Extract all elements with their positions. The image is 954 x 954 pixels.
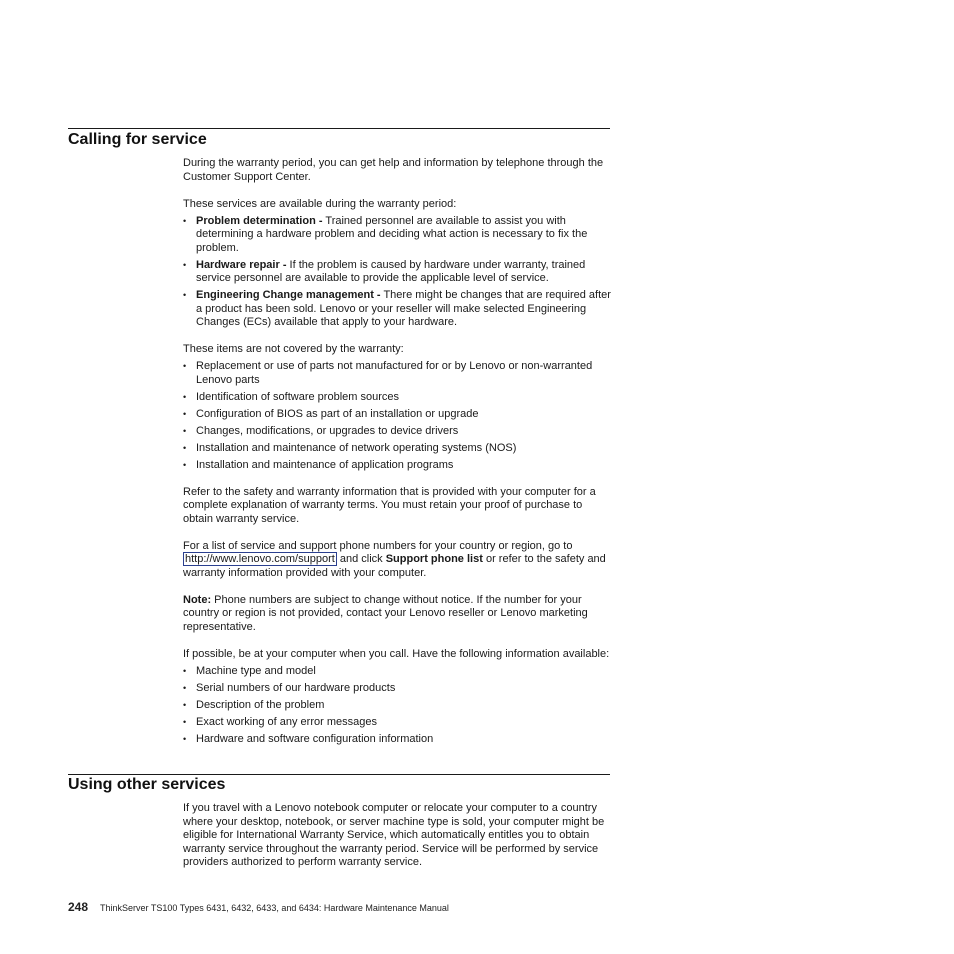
list-item: • Exact working of any error messages	[183, 716, 611, 730]
service-term: Engineering Change management -	[196, 289, 381, 301]
lenovo-support-link[interactable]: http://www.lenovo.com/support	[185, 553, 335, 565]
page-number: 248	[68, 900, 89, 914]
page-footer	[68, 901, 449, 914]
list-item: • Hardware and software configuration information	[183, 733, 611, 747]
list-item: • Description of the problem	[183, 699, 611, 713]
heading-using-other-services: Using other services	[68, 776, 226, 793]
manual-title: ThinkServer TS100 Types 6431, 6432, 6433, and 6434: Hardware Maintenance Manual	[100, 903, 449, 913]
support-phone-list-label: Support phone list	[385, 553, 483, 565]
note-label: Note:	[183, 593, 212, 606]
note-text: Phone numbers are subject to change without notice. If the number for your country or region is not provided, contact your Lenovo reseller or Lenovo marketing representative.	[183, 593, 588, 633]
calling-body	[183, 157, 611, 760]
services-list	[183, 215, 611, 330]
not-covered-intro: These items are not covered by the warranty:	[183, 343, 404, 355]
list-item	[183, 215, 611, 256]
list-item: • Identification of software problem sources	[183, 391, 611, 405]
note-paragraph	[183, 594, 611, 635]
phone-text-mid: and click	[336, 553, 386, 565]
list-item	[183, 289, 611, 330]
section-rule-calling	[68, 128, 610, 129]
possible-paragraph: If possible, be at your computer when you call. Have the following information available:	[183, 647, 610, 660]
other-services-paragraph: If you travel with a Lenovo notebook computer or relocate your computer to a country where your desktop, notebook, or server machine type is sold, your computer might be eligible for International Warranty Service, which automatically entitles you to obtain warranty service throughout the warranty period. Service will be performed by service providers authorized to perform warranty service.	[183, 802, 605, 868]
list-item: • Changes, modifications, or upgrades to device drivers	[183, 425, 611, 439]
list-item: • Serial numbers of our hardware products	[183, 682, 611, 696]
list-item: • Installation and maintenance of application programs	[183, 459, 611, 473]
list-item	[183, 259, 611, 286]
service-text: Trained personnel are available to assist you with determining a hardware problem and deciding what action is necessary to fix the problem.	[196, 214, 588, 254]
list-item: • Machine type and model	[183, 665, 611, 679]
phone-text-post: or refer to the safety and warranty information provided with your computer.	[183, 553, 606, 579]
service-text: If the problem is caused by hardware under warranty, trained service personnel are available to provide the applicable level of service.	[196, 258, 586, 284]
section-rule-other	[68, 774, 610, 775]
services-intro: These services are available during the warranty period:	[183, 197, 457, 210]
heading-calling-for-service: Calling for service	[68, 131, 207, 148]
service-term: Problem determination -	[196, 214, 323, 227]
service-term: Hardware repair -	[196, 258, 287, 271]
phone-text-pre: For a list of service and support phone numbers for your country or region, go to	[183, 539, 573, 552]
list-item: • Replacement or use of parts not manufactured for or by Lenovo or non-warranted Lenovo parts	[183, 360, 611, 387]
list-item: • Installation and maintenance of network operating systems (NOS)	[183, 442, 611, 456]
calling-intro: During the warranty period, you can get help and information by telephone through the Customer Support Center.	[183, 157, 604, 183]
info-list	[183, 665, 611, 747]
not-covered-list	[183, 360, 611, 472]
list-item: • Configuration of BIOS as part of an installation or upgrade	[183, 408, 611, 422]
other-body	[183, 802, 611, 883]
phone-paragraph	[183, 540, 611, 581]
service-text: There might be changes that are required after a product has been sold. Lenovo or your reseller will make selected Engineering Changes (ECs) available that apply to your hardware.	[196, 289, 611, 328]
refer-paragraph: Refer to the safety and warranty information that is provided with your computer for a complete explanation of warranty terms. You must retain your proof of purchase to obtain warranty service.	[183, 485, 596, 525]
